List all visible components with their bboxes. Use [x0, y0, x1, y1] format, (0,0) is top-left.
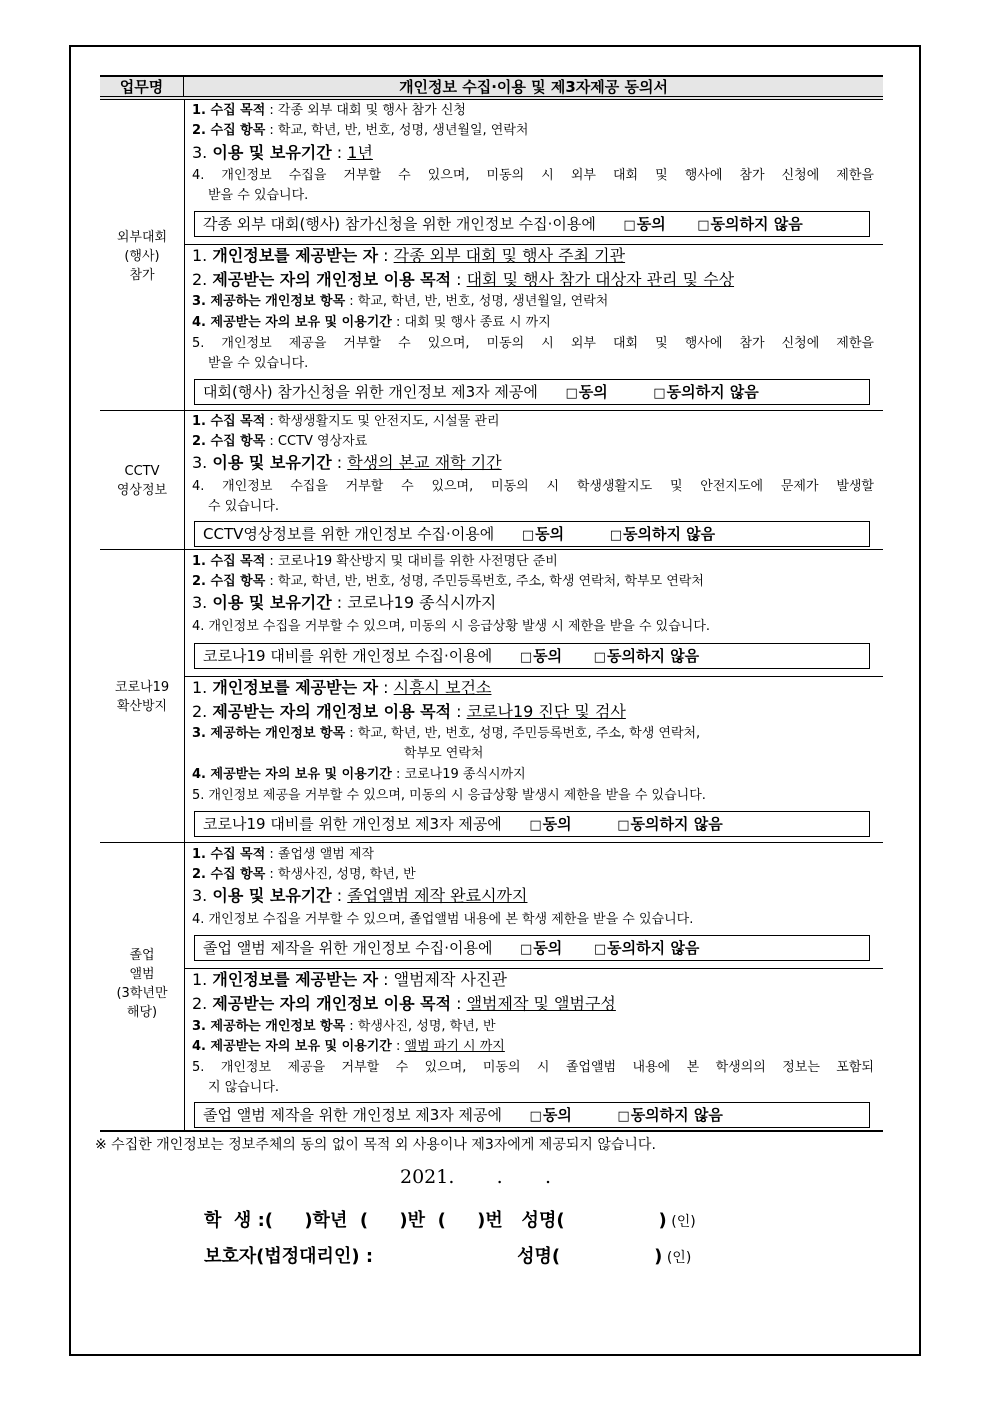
album-provide-line-3: 3. 제공하는 개인정보 항목 : 학생사진, 성명, 학년, 반 — [192, 1019, 496, 1034]
ext-provide-agree-checkbox[interactable]: □동의 — [565, 383, 608, 401]
corona-collect-consent-box: 코로나19 대비를 위한 개인정보 수집·이용에 □동의 □동의하지 않음 — [194, 643, 870, 669]
album-collect-consent-box: 졸업 앨범 제작을 위한 개인정보 수집·이용에 □동의 □동의하지 않음 — [194, 935, 870, 961]
corona-collect-agree-checkbox[interactable]: □동의 — [519, 647, 563, 665]
ext-collect-line-4: 4. 개인정보 수집을 거부할 수 있으며, 미동의 시 외부 대회 및 행사에 참가 신청에 제한을 — [192, 168, 874, 183]
ext-provide-line-2: 2. 제공받는 자의 개인정보 이용 목적 : 대회 및 행사 참가 대상자 관리 및 수상 — [192, 270, 735, 289]
student-signature-line[interactable]: 학 생 :( )학년 ( )반 ( )번 성명( ) (인) — [204, 1210, 696, 1231]
album-collect-line-4: 4. 개인정보 수집을 거부할 수 있으며, 졸업앨범 내용에 본 학생 제한을 받을 수 있습니다. — [192, 912, 694, 927]
corona-collect-line-3: 3. 이용 및 보유기간 : 코로나19 종식시까지 — [192, 593, 497, 612]
corona-collect-line-2: 2. 수집 항목 : 학교, 학년, 반, 번호, 성명, 주민등록번호, 주소, 학생 연락처, 학부모 연락처 — [192, 574, 704, 589]
row-separator — [100, 410, 883, 411]
guardian-signature-line[interactable]: 보호자(법정대리인) : 성명( ) (인) — [204, 1246, 692, 1267]
album-provide-line-2: 2. 제공받는 자의 개인정보 이용 목적 : 앨범제작 및 앨범구성 — [192, 994, 616, 1013]
album-collect-line-2: 2. 수집 항목 : 학생사진, 성명, 학년, 반 — [192, 867, 416, 882]
album-provide-agree-checkbox[interactable]: □동의 — [529, 1106, 572, 1124]
ext-provide-line-5: 5. 개인정보 제공을 거부할 수 있으며, 미동의 시 외부 대회 및 행사에 참가 신청에 제한을 — [192, 336, 874, 351]
date-line[interactable]: 2021. . . — [400, 1166, 552, 1188]
corona-provide-consent-box: 코로나19 대비를 위한 개인정보 제3자 제공에 □동의 □동의하지 않음 — [194, 811, 870, 837]
corona-provide-line-4: 4. 제공받는 자의 보유 및 이용기간 : 코로나19 종식시까지 — [192, 767, 526, 782]
album-collect-line-1: 1. 수집 목적 : 졸업생 앨범 제작 — [192, 847, 375, 862]
label-album: 졸업 앨범 (3학년만 해당) — [116, 948, 168, 1020]
ext-provide-line-5b: 받을 수 있습니다. — [208, 356, 309, 371]
album-provide-line-1: 1. 개인정보를 제공받는 자 : 앨범제작 사진관 — [192, 970, 507, 989]
table-header — [100, 75, 883, 100]
ext-provide-line-1: 1. 개인정보를 제공받는 자 : 각종 외부 대회 및 행사 주최 기관 — [192, 246, 626, 265]
row-separator — [100, 549, 883, 550]
header-title: 개인정보 수집·이용 및 제3자제공 동의서 — [399, 78, 668, 96]
cctv-line-4: 4. 개인정보 수집을 거부할 수 있으며, 미동의 시 학생생활지도 및 안전지도에 문제가 발생할 — [192, 479, 874, 494]
album-provide-line-4: 4. 제공받는 자의 보유 및 이용기간 : 앨범 파기 시 까지 — [192, 1039, 505, 1054]
cctv-line-2: 2. 수집 항목 : CCTV 영상자료 — [192, 434, 368, 449]
album-collect-line-3: 3. 이용 및 보유기간 : 졸업앨범 제작 완료시까지 — [192, 886, 528, 905]
cctv-line-3: 3. 이용 및 보유기간 : 학생의 본교 재학 기간 — [192, 453, 502, 472]
album-provide-consent-box: 졸업 앨범 제작을 위한 개인정보 제3자 제공에 □동의 □동의하지 않음 — [194, 1102, 870, 1128]
ext-collect-consent-box: 각종 외부 대회(행사) 참가신청을 위한 개인정보 수집·이용에 □동의 □동의하지 않음 — [194, 211, 870, 237]
cctv-line-1: 1. 수집 목적 : 학생생활지도 및 안전지도, 시설물 관리 — [192, 414, 500, 429]
album-collect-agree-checkbox[interactable]: □동의 — [520, 939, 563, 957]
corona-collect-disagree-checkbox[interactable]: □동의하지 않음 — [593, 647, 700, 665]
ext-collect-agree-checkbox[interactable]: □동의 — [623, 215, 666, 233]
column-divider — [184, 100, 185, 1130]
corona-collect-line-4: 4. 개인정보 수집을 거부할 수 있으며, 미동의 시 응급상황 발생 시 제한을 받을 수 있습니다. — [192, 619, 711, 634]
corona-provide-line-3: 3. 제공하는 개인정보 항목 : 학교, 학년, 반, 번호, 성명, 주민등록번호, 주소, 학생 연락처, — [192, 726, 701, 741]
row-separator — [100, 842, 883, 843]
corona-provide-line-2: 2. 제공받는 자의 개인정보 이용 목적 : 코로나19 진단 및 검사 — [192, 702, 626, 721]
corona-collect-line-1: 1. 수집 목적 : 코로나19 확산방지 및 대비를 위한 사전명단 준비 — [192, 554, 558, 569]
ext-provide-consent-box: 대회(행사) 참가신청을 위한 개인정보 제3자 제공에 □동의 □동의하지 않음 — [194, 379, 870, 405]
corona-provide-line-5: 5. 개인정보 제공을 거부할 수 있으며, 미동의 시 응급상황 발생시 제한을 받을 수 있습니다. — [192, 788, 706, 803]
album-provide-disagree-checkbox[interactable]: □동의하지 않음 — [617, 1106, 723, 1124]
album-provide-line-5: 5. 개인정보 제공을 거부할 수 있으며, 미동의 시 졸업앨범 내용에 본 학생의의 정보는 포함되 — [192, 1060, 874, 1075]
corona-provide-line-3b: 학부모 연락처 — [404, 746, 484, 761]
table-bottom — [100, 1130, 883, 1132]
cctv-line-4b: 수 있습니다. — [208, 499, 280, 514]
ext-provide-disagree-checkbox[interactable]: □동의하지 않음 — [653, 383, 759, 401]
cctv-agree-checkbox[interactable]: □동의 — [521, 525, 565, 543]
label-external: 외부대회 (행사) 참가 — [116, 230, 168, 283]
corona-provide-line-1: 1. 개인정보를 제공받는 자 : 시흥시 보건소 — [192, 678, 492, 697]
album-collect-disagree-checkbox[interactable]: □동의하지 않음 — [593, 939, 700, 957]
ext-collect-line-2: 2. 수집 항목 : 학교, 학년, 반, 번호, 성명, 생년월일, 연락처 — [192, 123, 529, 138]
ext-provide-line-3: 3. 제공하는 개인정보 항목 : 학교, 학년, 반, 번호, 성명, 생년월일, 연락처 — [192, 294, 609, 309]
header-task-name: 업무명 — [100, 77, 184, 96]
ext-collect-line-4b: 받을 수 있습니다. — [208, 188, 309, 203]
cctv-consent-box: CCTV영상정보를 위한 개인정보 수집·이용에 □동의 □동의하지 않음 — [194, 521, 870, 547]
label-cctv: CCTV 영상정보 — [116, 464, 168, 498]
ext-provide-line-4: 4. 제공받는 자의 보유 및 이용기간 : 대회 및 행사 종료 시 까지 — [192, 315, 551, 330]
ext-collect-line-1: 1. 수집 목적 : 각종 외부 대회 및 행사 참가 신청 — [192, 103, 466, 118]
ext-collect-line-3: 3. 이용 및 보유기간 : 1년 — [192, 143, 373, 162]
corona-provide-agree-checkbox[interactable]: □동의 — [529, 815, 572, 833]
privacy-note: ※ 수집한 개인정보는 정보주체의 동의 없이 목적 외 사용이나 제3자에게 제공되지 않습니다. — [95, 1137, 656, 1153]
ext-collect-disagree-checkbox[interactable]: □동의하지 않음 — [697, 215, 803, 233]
cctv-disagree-checkbox[interactable]: □동의하지 않음 — [609, 525, 716, 543]
label-corona: 코로나19 확산방지 — [114, 680, 170, 714]
corona-provide-disagree-checkbox[interactable]: □동의하지 않음 — [617, 815, 723, 833]
album-provide-line-5b: 지 않습니다. — [208, 1080, 280, 1095]
